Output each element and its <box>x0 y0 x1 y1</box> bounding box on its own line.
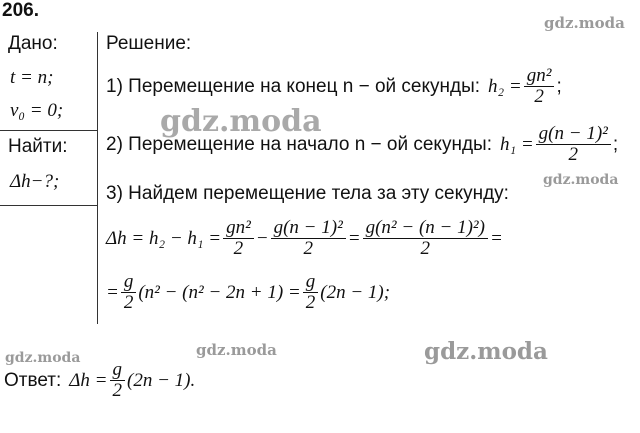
watermark: gdz.moda <box>424 338 548 365</box>
answer-rhs: (2n − 1). <box>127 369 196 391</box>
eq1-fraction-1 <box>223 218 254 259</box>
step-2-end: ; <box>612 133 619 155</box>
step-2-denominator: 2 <box>536 144 611 165</box>
eq2-start: = <box>106 281 119 303</box>
step-1-fraction <box>524 66 555 107</box>
step-3-text: 3) Найдем перемещение тела за эту секунду: <box>106 183 509 204</box>
find-value: Δh−?; <box>10 171 60 192</box>
watermark: gdz.moda <box>196 341 277 359</box>
eq2-fraction-1 <box>121 272 137 313</box>
watermark: gdz.moda <box>544 14 625 32</box>
step-1-lhs: h₂ = <box>488 75 522 97</box>
given-line-time: t = n; <box>10 67 54 88</box>
find-divider <box>0 205 98 206</box>
eq2-fraction-2-num: g <box>305 271 316 292</box>
eq1-fraction-2-den: 2 <box>271 238 346 259</box>
step-1-end: ; <box>556 75 562 97</box>
eq1-fraction-3-den: 2 <box>363 238 488 259</box>
problem-number: 206. <box>2 0 39 21</box>
eq1-equals: = <box>347 227 361 249</box>
eq1-fraction-1-den: 2 <box>223 238 254 259</box>
eq2-fraction-2-den: 2 <box>303 292 319 313</box>
eq1-lhs: Δh = h₂ − h₁ = <box>106 227 222 249</box>
answer-fraction <box>110 360 126 401</box>
eq1-fraction-3 <box>363 218 488 259</box>
find-heading: Найти: <box>8 136 68 157</box>
step-1-numerator: gn² <box>526 65 552 86</box>
eq1-fraction-1-num: gn² <box>226 217 251 238</box>
step-2-text: 2) Перемещение на начало n − ой секунды: <box>106 133 492 155</box>
eq1-minus: − <box>255 227 269 249</box>
watermark: gdz.moda <box>5 350 81 366</box>
eq1-fraction-2 <box>271 218 346 259</box>
eq2-mid: (n² − (n² − 2n + 1) = <box>138 281 301 303</box>
step-1-text: 1) Перемещение на конец n − ой секунды: <box>106 75 481 97</box>
eq1-fraction-3-num: g(n² − (n − 1)²) <box>365 217 485 238</box>
watermark: gdz.moda <box>543 172 619 188</box>
given-line-velocity: v₀ = 0; <box>10 100 64 121</box>
answer <box>4 360 195 401</box>
column-divider <box>97 32 98 324</box>
eq1-end: = <box>489 227 503 249</box>
eq2-fraction-2 <box>303 272 319 313</box>
eq2-fraction-1-den: 2 <box>121 292 137 313</box>
answer-numerator: g <box>112 359 123 380</box>
equation-line-2 <box>106 272 390 313</box>
solution-heading: Решение: <box>106 33 192 54</box>
step-2-numerator: g(n − 1)² <box>538 123 608 144</box>
eq2-end: (2n − 1); <box>320 281 391 303</box>
given-heading: Дано: <box>8 33 58 54</box>
watermark: gdz.moda <box>160 104 322 139</box>
step-2-fraction <box>536 124 611 165</box>
step-1 <box>106 66 562 107</box>
answer-label: Ответ: <box>4 369 62 391</box>
eq1-fraction-2-num: g(n − 1)² <box>273 217 343 238</box>
eq2-fraction-1-num: g <box>123 271 134 292</box>
step-2-lhs: h₁ = <box>499 133 534 155</box>
answer-denominator: 2 <box>110 380 126 401</box>
given-divider <box>0 130 98 131</box>
step-1-denominator: 2 <box>524 86 555 107</box>
equation-line-1 <box>106 218 503 259</box>
answer-lhs: Δh = <box>69 369 108 391</box>
